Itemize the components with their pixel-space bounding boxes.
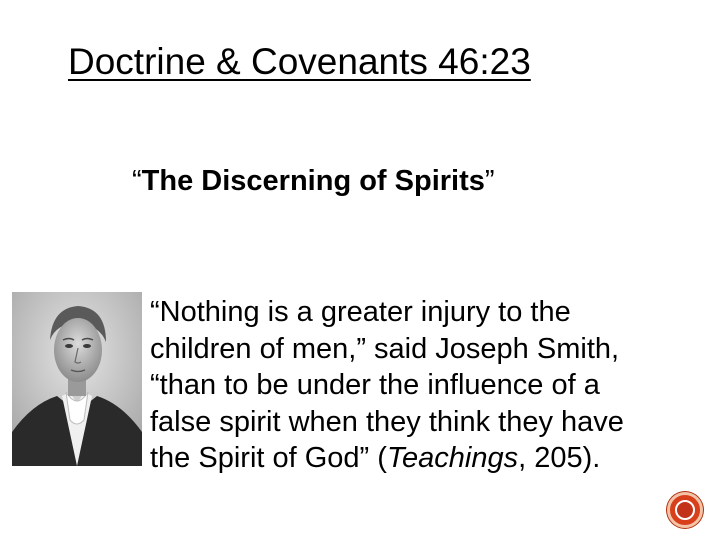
subtitle-open-quote: “ [132,165,142,197]
portrait-image [12,292,142,466]
quote-line-3: “than to be under the influence of a [150,369,600,401]
quote-line-1: “Nothing is a greater injury to the [150,296,571,328]
slide-title: Doctrine & Covenants 46:23 [68,41,531,82]
navigation-button[interactable] [667,492,703,528]
subtitle-close-quote: ” [484,165,495,197]
quote-line-5-start: the Spirit of God” ( [150,442,387,474]
slide-subtitle [132,163,495,199]
quote-citation-title: Teachings [386,442,519,474]
portrait-illustration [12,292,142,466]
quote-line-5 [150,440,710,477]
quote-line-5-end: , 205). [518,442,601,474]
quote-line-4: false spirit when they think they have [150,405,624,438]
quote-line-2: children of men,” said Joseph Smith, [150,332,620,365]
quote-text [150,294,710,477]
subtitle-text: The Discerning of Spirits [141,165,485,197]
navigation-circle-icon [675,500,695,520]
